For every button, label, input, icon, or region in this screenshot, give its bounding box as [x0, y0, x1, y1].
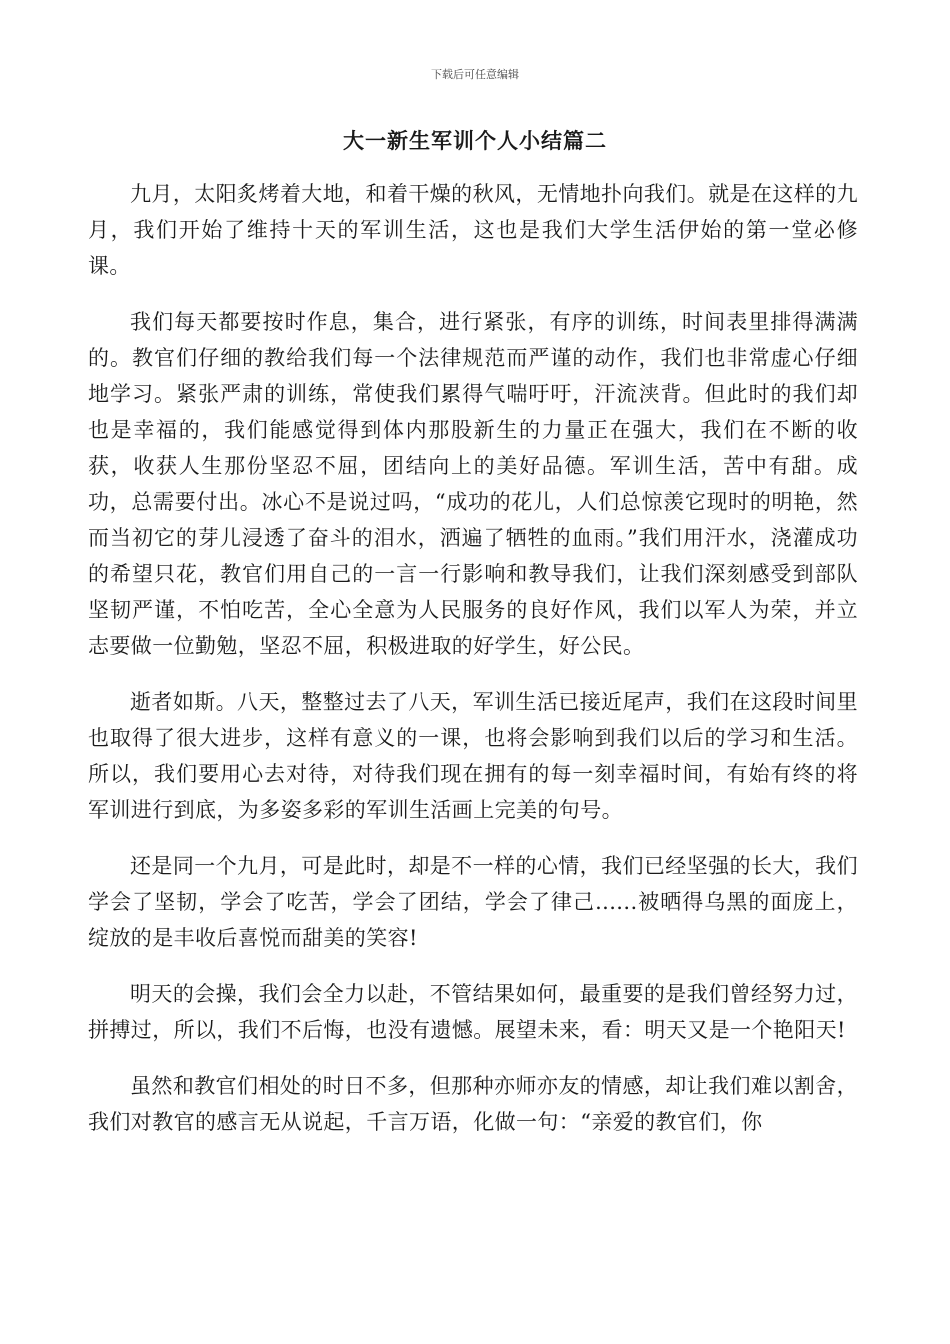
paragraph: 明天的会操，我们会全力以赴，不管结果如何，最重要的是我们曾经努力过，拼搏过，所以，我们不后悔，也没有遗憾。展望未来，看：明天又是一个艳阳天!	[88, 982, 858, 1042]
header-note: 下载后可任意编辑	[431, 68, 519, 81]
document-body	[88, 176, 858, 1160]
paragraph: 我们每天都要按时作息，集合，进行紧张，有序的训练，时间表里排得满满的。教官们仔细的教给我们每一个法律规范而严谨的动作，我们也非常虚心仔细地学习。紧张严肃的训练，常使我们累得气喘吁吁，汗流浃背。但此时的我们却也是幸福的，我们能感觉得到体内那股新生的力量正在强大，我们在不断的收获，收获人生那份坚忍不屈，团结向上的美好品德。军训生活，苦中有甜。成功，总需要付出。冰心不是说过吗，“成功的花儿，人们总惊羡它现时的明艳，然而当初它的芽儿浸透了奋斗的泪水，洒遍了牺牲的血雨。”我们用汗水，浇灌成功的希望只花，教官们用自己的一言一行影响和教导我们，让我们深刻感受到部队坚韧严谨，不怕吃苦，全心全意为人民服务的良好作风，我们以军人为荣，并立志要做一位勤勉，坚忍不屈，积极进取的好学生，好公民。	[88, 310, 858, 658]
paragraph: 九月，太阳炙烤着大地，和着干燥的秋风，无情地扑向我们。就是在这样的九月，我们开始了维持十天的军训生活，这也是我们大学生活伊始的第一堂必修课。	[88, 182, 858, 278]
document-title: 大一新生军训个人小结篇二	[343, 128, 607, 153]
paragraph: 还是同一个九月，可是此时，却是不一样的心情，我们已经坚强的长大，我们学会了坚韧，学会了吃苦，学会了团结，学会了律己......被晒得乌黑的面庞上，绽放的是丰收后喜悦而甜美的笑容!	[88, 854, 858, 950]
paragraph: 逝者如斯。八天，整整过去了八天，军训生活已接近尾声，我们在这段时间里也取得了很大进步，这样有意义的一课，也将会影响到我们以后的学习和生活。所以，我们要用心去对待，对待我们现在拥有的每一刻幸福时间，有始有终的将军训进行到底，为多姿多彩的军训生活画上完美的句号。	[88, 690, 858, 822]
paragraph: 虽然和教官们相处的时日不多，但那种亦师亦友的情感，却让我们难以割舍，我们对教官的感言无从说起，千言万语，化做一句：“亲爱的教官们，你	[88, 1074, 858, 1134]
